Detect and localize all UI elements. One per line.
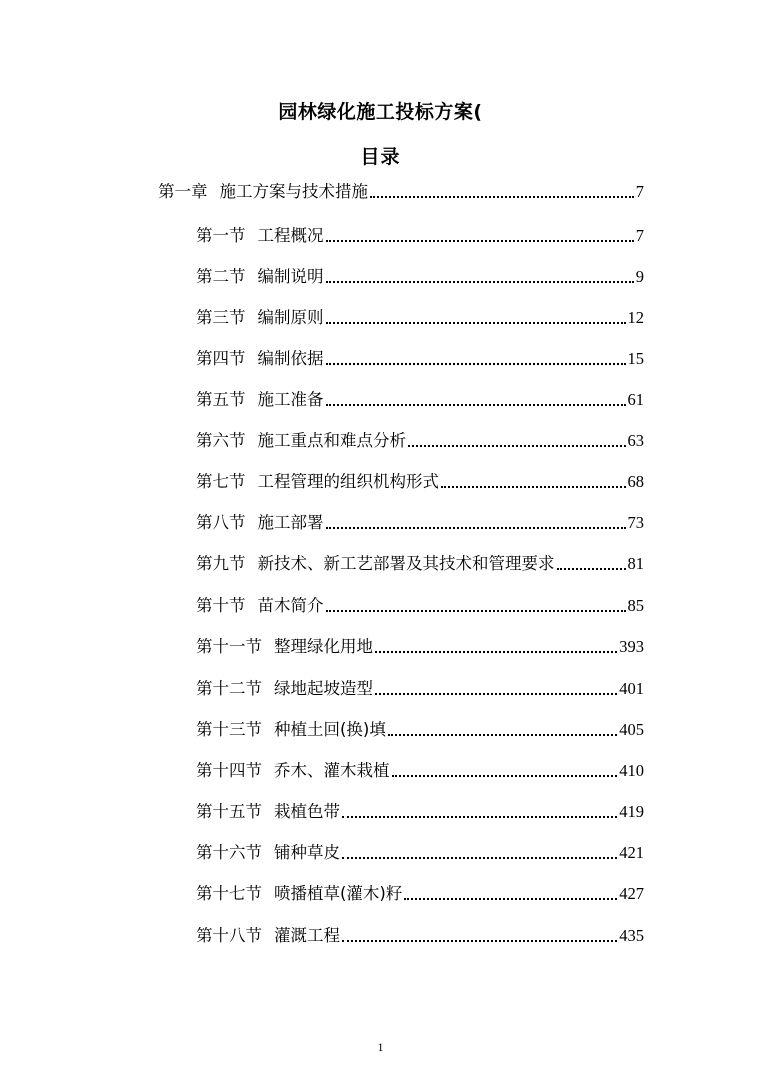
toc-entry-title: 种植土回(换)填 (274, 720, 386, 739)
toc-entry-title: 新技术、新工艺部署及其技术和管理要求 (257, 554, 555, 573)
toc-entry-title: 编制原则 (257, 308, 324, 327)
toc-entry-title: 施工重点和难点分析 (257, 431, 406, 450)
toc-entry-section-13[interactable] (196, 718, 644, 742)
toc-entry-title: 施工部署 (257, 513, 324, 532)
toc-entry-label: 第五节 (196, 390, 246, 409)
page-number: 1 (377, 1040, 384, 1054)
toc-entry-label: 第十五节 (196, 802, 262, 821)
toc-leader-dots (326, 363, 626, 365)
toc-leader-dots (342, 816, 617, 818)
toc-leader-dots (392, 775, 618, 777)
toc-entry-section-7[interactable] (196, 470, 644, 494)
toc-entry-section-6[interactable] (196, 429, 644, 453)
toc-entry-page: 73 (627, 513, 644, 532)
toc-entry-label: 第十七节 (196, 884, 262, 903)
toc-entry-page: 427 (619, 884, 644, 903)
toc-entry-page: 85 (627, 596, 644, 615)
toc-entry-title: 灌溉工程 (274, 926, 340, 945)
toc-entry-page: 68 (627, 472, 644, 491)
toc-leader-dots (388, 734, 617, 736)
toc-entry-section-17[interactable] (196, 882, 644, 906)
toc-leader-dots (326, 404, 626, 406)
toc-entry-label: 第十三节 (196, 720, 262, 739)
toc-entry-title: 施工准备 (257, 390, 324, 409)
toc-entry-title: 工程概况 (257, 226, 324, 245)
toc-entry-title: 铺种草皮 (274, 843, 340, 862)
toc-entry-title: 栽植色带 (274, 802, 340, 821)
toc-entry-page: 401 (619, 679, 644, 698)
toc-leader-dots (375, 693, 617, 695)
toc-entry-page: 410 (619, 761, 644, 780)
toc-entry-title: 苗木简介 (257, 596, 324, 615)
toc-leader-dots (342, 857, 617, 859)
toc-entry-title: 绿地起坡造型 (274, 679, 373, 698)
toc-entry-page: 7 (635, 182, 644, 201)
toc-entry-label: 第二节 (196, 267, 246, 286)
toc-entry-title: 喷播植草(灌木)籽 (274, 884, 403, 903)
toc-entry-section-16[interactable] (196, 841, 644, 865)
toc-entry-title: 施工方案与技术措施 (219, 182, 368, 201)
toc-entry-section-3[interactable] (196, 306, 644, 330)
toc-entry-chapter-1[interactable] (158, 180, 644, 204)
toc-leader-dots (408, 445, 626, 447)
toc-entry-label: 第一章 (158, 182, 208, 201)
toc-entry-section-10[interactable] (196, 594, 644, 618)
toc-leader-dots (326, 610, 626, 612)
toc-entry-label: 第十一节 (196, 637, 262, 656)
toc-entry-page: 7 (635, 226, 644, 245)
toc-leader-dots (375, 651, 617, 653)
toc-entry-title: 乔木、灌木栽植 (274, 761, 390, 780)
toc-entry-label: 第十二节 (196, 679, 262, 698)
toc-entry-page: 405 (619, 720, 644, 739)
document-title: 园林绿化施工投标方案( (278, 101, 483, 123)
toc-entry-label: 第七节 (196, 472, 246, 491)
toc-entry-section-12[interactable] (196, 677, 644, 701)
toc-entry-page: 393 (619, 637, 644, 656)
toc-entry-title: 编制依据 (257, 349, 324, 368)
toc-entry-section-9[interactable] (196, 552, 644, 576)
toc-entry-label: 第四节 (196, 349, 246, 368)
toc-leader-dots (370, 196, 634, 198)
toc-entry-label: 第六节 (196, 431, 246, 450)
toc-entry-section-14[interactable] (196, 759, 644, 783)
toc-leader-dots (326, 527, 626, 529)
toc-entry-label: 第十节 (196, 596, 246, 615)
toc-entry-page: 61 (627, 390, 644, 409)
toc-entry-label: 第十四节 (196, 761, 262, 780)
toc-entry-page: 63 (627, 431, 644, 450)
toc-entry-section-8[interactable] (196, 511, 644, 535)
toc-entry-label: 第三节 (196, 308, 246, 327)
toc-leader-dots (326, 240, 634, 242)
toc-entry-section-4[interactable] (196, 347, 644, 371)
toc-entry-section-1[interactable] (196, 224, 644, 248)
toc-heading: 目录 (360, 146, 401, 168)
toc-leader-dots (441, 486, 626, 488)
toc-leader-dots (326, 322, 626, 324)
toc-entry-page: 419 (619, 802, 644, 821)
toc-leader-dots (404, 898, 617, 900)
toc-entry-page: 9 (635, 267, 644, 286)
toc-entry-title: 工程管理的组织机构形式 (257, 472, 439, 491)
toc-leader-dots (326, 281, 634, 283)
toc-entry-title: 编制说明 (257, 267, 324, 286)
toc-entry-section-2[interactable] (196, 265, 644, 289)
toc-entry-title: 整理绿化用地 (274, 637, 373, 656)
toc-entry-page: 421 (619, 843, 644, 862)
toc-entry-page: 12 (627, 308, 644, 327)
toc-entry-label: 第十八节 (196, 926, 262, 945)
toc-leader-dots (342, 940, 617, 942)
toc-entry-label: 第九节 (196, 554, 246, 573)
toc-entry-label: 第十六节 (196, 843, 262, 862)
toc-entry-section-15[interactable] (196, 800, 644, 824)
toc-entry-section-11[interactable] (196, 635, 644, 659)
toc-entry-page: 435 (619, 926, 644, 945)
toc-entry-section-18[interactable] (196, 924, 644, 948)
toc-entry-section-5[interactable] (196, 388, 644, 412)
toc-leader-dots (557, 568, 626, 570)
toc-entry-label: 第八节 (196, 513, 246, 532)
toc-entry-page: 15 (627, 349, 644, 368)
toc-entry-label: 第一节 (196, 226, 246, 245)
toc-entry-page: 81 (627, 554, 644, 573)
